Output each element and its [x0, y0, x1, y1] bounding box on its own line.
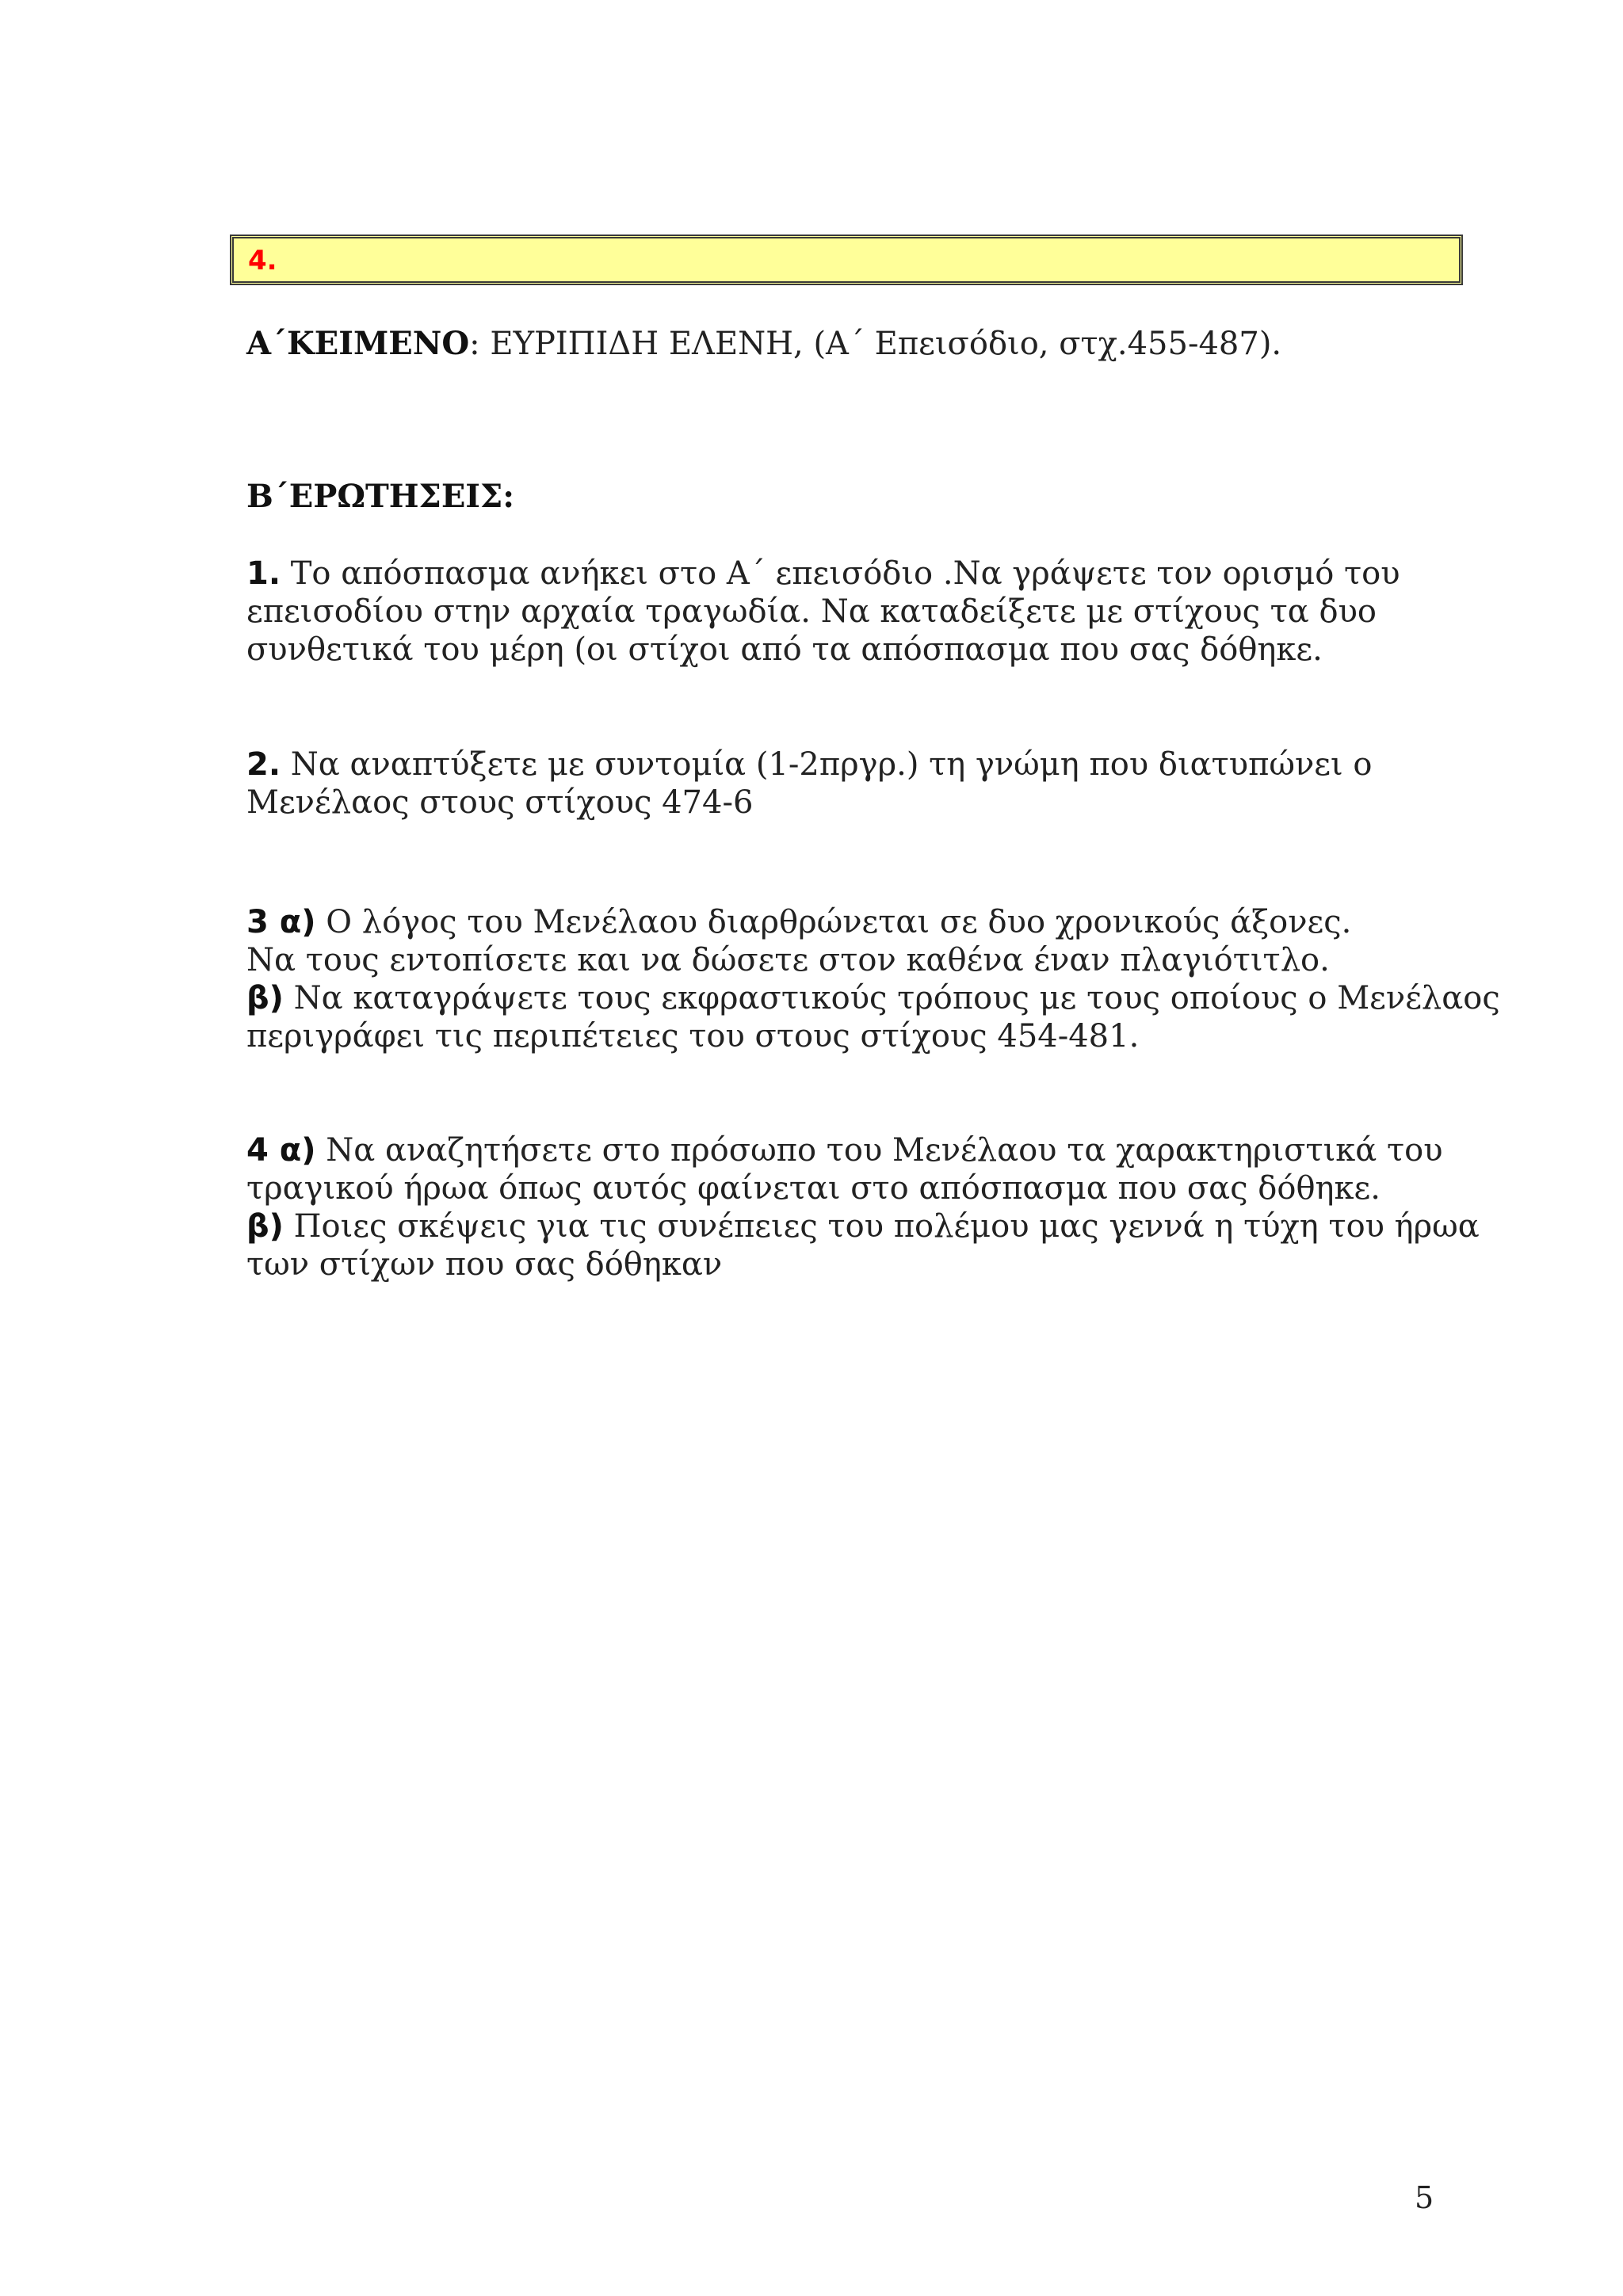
text-source-value: : ΕΥΡΙΠΙΔΗ ΕΛΕΝΗ, (Α΄ Επεισόδιο, στχ.455-487). — [469, 326, 1282, 362]
question-3-line-1: 3 α) Ο λόγος του Μενέλαου διαρθρώνεται σε δυο χρονικούς άξονες. — [246, 904, 1352, 940]
question-2-marker: 2. — [246, 746, 281, 783]
section-number: 4. — [248, 245, 277, 277]
question-3-line-2: Να τους εντοπίσετε και να δώσετε στον καθένα έναν πλαγιότιτλο. — [246, 942, 1330, 978]
section-header-box — [230, 235, 1463, 285]
text-source-label: Α΄ΚΕΙΜΕΝΟ — [246, 325, 470, 362]
question-1 — [246, 555, 1483, 669]
question-4-line-3: β) Ποιες σκέψεις για τις συνέπειες του πολέμου μας γεννά η τύχη του ήρωα — [246, 1208, 1480, 1245]
question-1-line-2: επεισοδίου στην αρχαία τραγωδία. Να καταδείξετε με στίχους τα δυο — [246, 593, 1377, 630]
question-1-line-1: 1. Το απόσπασμα ανήκει στο Α΄ επεισόδιο .Να γράψετε τον ορισμό του — [246, 555, 1400, 592]
question-4 — [246, 1131, 1483, 1283]
question-3a-marker: 3 α) — [246, 904, 316, 940]
question-2-line-2: Μενέλαος στους στίχους 474-6 — [246, 784, 754, 821]
question-3 — [246, 903, 1500, 1055]
question-4-line-2: τραγικού ήρωα όπως αυτός φαίνεται στο απόσπασμα που σας δόθηκε. — [246, 1170, 1381, 1207]
question-4-line-4: των στίχων που σας δόθηκαν — [246, 1246, 723, 1283]
page-number: 5 — [1415, 2180, 1434, 2215]
question-1-marker: 1. — [246, 555, 281, 592]
question-2-line-1: 2. Να αναπτύξετε με συντομία (1-2πργρ.) τη γνώμη που διατυπώνει ο — [246, 746, 1373, 783]
question-3b-marker: β) — [246, 980, 284, 1016]
question-4b-marker: β) — [246, 1208, 284, 1245]
questions-heading: Β΄ΕΡΩΤΗΣΕΙΣ: — [246, 478, 515, 515]
question-1-line-3: συνθετικά του μέρη (οι στίχοι από τα απόσπασμα που σας δόθηκε. — [246, 631, 1323, 668]
question-3-line-3: β) Να καταγράψετε τους εκφραστικούς τρόπους με τους οποίους ο Μενέλαος — [246, 980, 1500, 1016]
text-source-line — [246, 325, 1483, 363]
question-4a-marker: 4 α) — [246, 1132, 316, 1169]
questions-heading-line — [246, 478, 1483, 516]
question-4-line-1: 4 α) Να αναζητήσετε στο πρόσωπο του Μενέλαου τα χαρακτηριστικά του — [246, 1132, 1443, 1169]
question-3-line-4: περιγράφει τις περιπέτειες του στους στίχους 454-481. — [246, 1018, 1140, 1055]
question-2 — [246, 746, 1483, 822]
